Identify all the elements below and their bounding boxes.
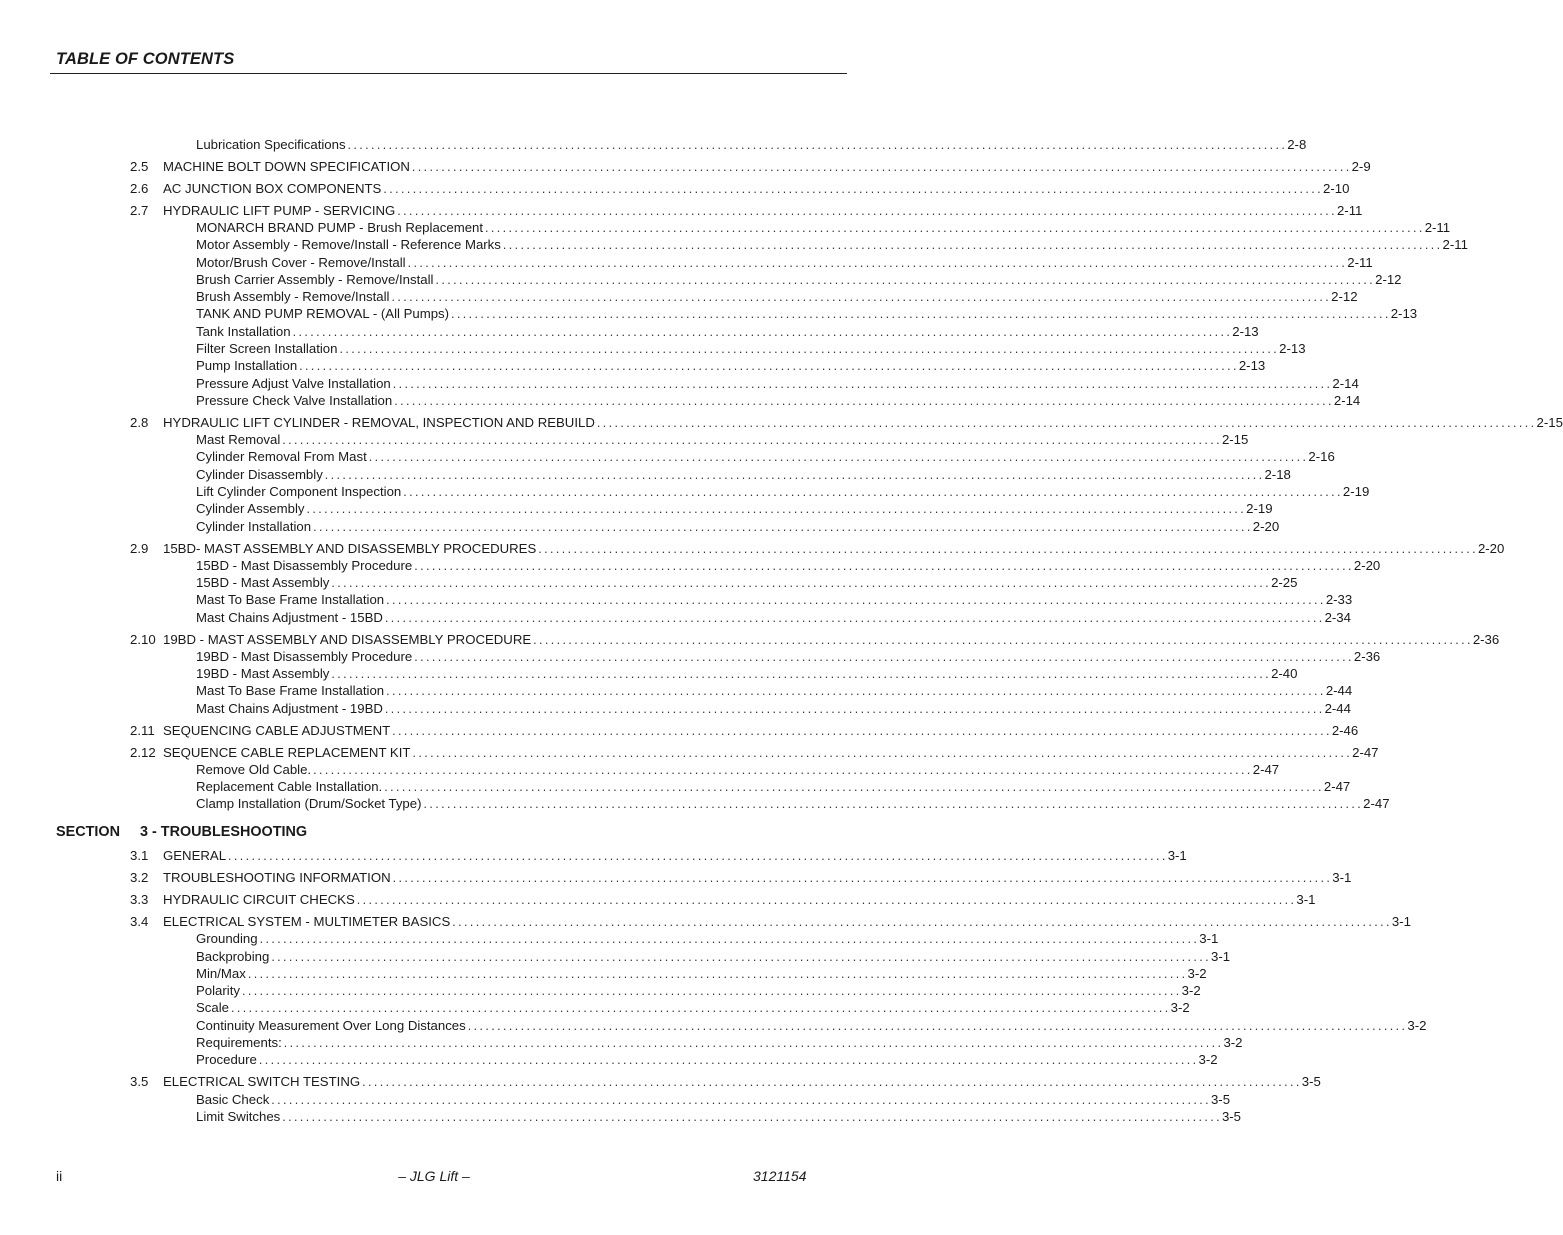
toc-entry-line <box>196 448 1335 466</box>
toc-entry-line <box>196 982 1201 1000</box>
toc-entry[interactable] <box>0 665 1298 682</box>
toc-entry[interactable] <box>0 1108 1242 1125</box>
dot-leader: ................................................................................................................................................................ <box>452 915 1392 929</box>
dot-leader: ................................................................................................................................................................ <box>407 255 1348 270</box>
toc-entry-line <box>196 682 1353 700</box>
toc-entry-label: Motor/Brush Cover - Remove/Install <box>196 254 406 270</box>
toc-entry-label: Mast Chains Adjustment - 19BD <box>196 700 383 716</box>
dot-leader: ................................................................................................................................................................ <box>282 433 1222 448</box>
dot-leader: ................................................................................................................................................................ <box>259 932 1200 947</box>
toc-entry[interactable] <box>0 847 1187 864</box>
dot-leader: ................................................................................................................................................................ <box>414 649 1354 664</box>
toc-entry-label: 19BD - Mast Disassembly Procedure <box>196 648 413 664</box>
toc-entry-page: 3-5 <box>1221 1108 1242 1124</box>
toc-entry-line <box>196 254 1373 272</box>
toc-entry[interactable] <box>0 158 1371 175</box>
toc-entry-page: 2-8 <box>1287 137 1307 152</box>
toc-entry-page: 2-34 <box>1324 609 1351 625</box>
toc-entry-line <box>163 631 1500 649</box>
toc-entry-label: Backprobing <box>196 948 270 964</box>
toc-entry-page: 2-15 <box>1536 414 1563 430</box>
dot-leader: ................................................................................................................................................................ <box>596 415 1537 430</box>
toc-entry-page: 3-2 <box>1407 1017 1427 1033</box>
toc-entry-page: 2-11 <box>1442 237 1468 253</box>
toc-entry-number: 3.4 <box>130 914 149 929</box>
toc-entry-line <box>196 665 1298 683</box>
toc-entry[interactable] <box>0 414 1563 431</box>
toc-entry[interactable] <box>0 483 1370 500</box>
dot-leader: ................................................................................................................................................................ <box>356 893 1297 908</box>
toc-entry-line <box>163 1073 1321 1091</box>
toc-entry-label: HYDRAULIC CIRCUIT CHECKS <box>163 892 355 908</box>
toc-entry[interactable] <box>0 869 1352 886</box>
toc-entry[interactable] <box>0 518 1280 535</box>
toc-entry-page: 3-5 <box>1210 1091 1231 1107</box>
toc-entry-line <box>196 466 1291 484</box>
toc-entry-line <box>196 323 1259 341</box>
toc-entry-label: Requirements: <box>196 1035 282 1051</box>
toc-entry[interactable] <box>0 1073 1321 1090</box>
toc-entry-label: ELECTRICAL SYSTEM - MULTIMETER BASICS <box>163 914 451 929</box>
toc-entry-page: 3-2 <box>1170 1000 1190 1016</box>
toc-entry[interactable] <box>0 744 1379 761</box>
dot-leader: ................................................................................................................................................................ <box>435 272 1376 287</box>
toc-entry-line <box>196 1108 1242 1126</box>
toc-entry[interactable] <box>0 340 1306 357</box>
toc-entry-line <box>163 891 1316 909</box>
toc-entry-page: 2-44 <box>1325 683 1353 699</box>
toc-entry[interactable] <box>0 913 1411 930</box>
toc-entry[interactable] <box>0 1034 1243 1051</box>
toc-entry[interactable] <box>0 448 1335 465</box>
dot-leader: ................................................................................................................................................................ <box>247 966 1188 981</box>
toc-entry-label: MONARCH BRAND PUMP - Brush Replacement <box>196 219 484 235</box>
toc-entry[interactable] <box>0 500 1273 517</box>
toc-entry-label: Clamp Installation (Drum/Socket Type) <box>196 796 422 812</box>
toc-entry[interactable] <box>0 392 1361 409</box>
toc-entry[interactable] <box>0 648 1381 665</box>
dot-leader: ................................................................................................................................................................ <box>392 376 1333 391</box>
toc-entry-label: Replacement Cable Installation. <box>196 779 383 795</box>
toc-entry-number: 3.1 <box>130 848 149 864</box>
toc-entry-line <box>163 202 1363 220</box>
toc-entry-line <box>196 948 1231 966</box>
toc-entry-line <box>196 930 1219 948</box>
section-title: 3 - TROUBLESHOOTING <box>140 823 308 840</box>
table-of-contents <box>0 136 1563 1125</box>
dot-leader: ................................................................................................................................................................ <box>362 1075 1302 1090</box>
toc-entry-label: Limit Switches <box>196 1108 281 1124</box>
toc-entry-line <box>196 288 1358 306</box>
toc-entry-label: Lift Cylinder Component Inspection <box>196 484 402 500</box>
toc-entry-label: Mast To Base Frame Installation <box>196 683 385 699</box>
toc-entry-page: 2-46 <box>1331 722 1359 738</box>
dot-leader: ................................................................................................................................................................ <box>392 723 1332 738</box>
toc-entry-page: 3-1 <box>1332 870 1352 886</box>
toc-entry[interactable] <box>0 219 1451 236</box>
toc-entry-page: 2-47 <box>1352 744 1379 760</box>
toc-entry-page: 3-2 <box>1181 983 1201 999</box>
toc-entry[interactable] <box>0 136 1307 153</box>
toc-entry-line <box>196 648 1381 666</box>
toc-entry[interactable] <box>0 761 1280 778</box>
toc-entry[interactable] <box>0 236 1468 253</box>
dot-leader: ................................................................................................................................................................ <box>271 1092 1211 1107</box>
toc-entry-number: 2.6 <box>130 180 149 196</box>
toc-entry[interactable] <box>0 540 1505 557</box>
toc-entry[interactable] <box>0 357 1266 374</box>
dot-leader: ................................................................................................................................................................ <box>306 502 1247 517</box>
toc-entry-line <box>196 305 1418 323</box>
dot-leader: ................................................................................................................................................................ <box>533 632 1473 647</box>
footer-brand: – JLG Lift – <box>398 1168 470 1184</box>
toc-entry-line <box>196 965 1207 983</box>
toc-entry-page: 2-12 <box>1331 289 1358 305</box>
toc-entry-line <box>196 483 1370 501</box>
dot-leader: ................................................................................................................................................................ <box>368 450 1309 465</box>
toc-entry-page: 2-36 <box>1472 631 1500 647</box>
footer-doc-number: 3121154 <box>753 1168 807 1184</box>
dot-leader: ................................................................................................................................................................ <box>423 797 1364 812</box>
dot-leader: ................................................................................................................................................................ <box>331 667 1272 682</box>
toc-entry-label: Pressure Adjust Valve Installation <box>196 375 391 391</box>
toc-entry-label: HYDRAULIC LIFT CYLINDER - REMOVAL, INSPECTION AND REBUILD <box>163 414 595 430</box>
toc-entry-line <box>163 414 1563 432</box>
dot-leader: ................................................................................................................................................................ <box>339 342 1280 357</box>
toc-entry-line <box>196 1091 1231 1109</box>
dot-leader: ................................................................................................................................................................ <box>394 393 1334 408</box>
toc-entry[interactable] <box>0 1051 1218 1068</box>
toc-entry-line <box>196 795 1390 813</box>
toc-entry[interactable] <box>0 254 1373 271</box>
toc-entry[interactable] <box>0 591 1353 608</box>
toc-entry-page: 2-13 <box>1390 306 1418 322</box>
toc-entry-page: 2-47 <box>1252 761 1280 777</box>
toc-entry-page: 2-47 <box>1363 796 1390 812</box>
toc-entry-page: 2-12 <box>1375 271 1402 287</box>
toc-entry-page: 2-40 <box>1271 666 1298 682</box>
toc-entry-line <box>196 1051 1218 1069</box>
toc-entry-label: Mast Chains Adjustment - 15BD <box>196 609 383 625</box>
toc-entry-number: 2.12 <box>130 744 156 760</box>
dot-leader: ................................................................................................................................................................ <box>228 849 1168 864</box>
toc-entry-number: 3.3 <box>130 892 149 908</box>
toc-entry-line <box>196 609 1351 627</box>
toc-entry-label: Pump Installation <box>196 358 298 374</box>
toc-entry-label: AC JUNCTION BOX COMPONENTS <box>163 180 382 196</box>
dot-leader: ................................................................................................................................................................ <box>403 485 1343 500</box>
toc-entry[interactable] <box>0 722 1359 739</box>
toc-entry-label: Min/Max <box>196 965 246 981</box>
toc-entry-page: 3-5 <box>1301 1074 1321 1090</box>
toc-entry-label: 19BD - Mast Assembly <box>196 666 330 682</box>
dot-leader: ................................................................................................................................................................ <box>414 558 1354 573</box>
toc-entry-line <box>163 913 1411 931</box>
toc-entry-line <box>196 219 1451 237</box>
dot-leader: ................................................................................................................................................................ <box>451 307 1391 322</box>
dot-leader: ................................................................................................................................................................ <box>347 138 1288 152</box>
toc-entry[interactable] <box>0 288 1358 305</box>
dot-leader: ................................................................................................................................................................ <box>411 159 1352 174</box>
toc-entry-label: Tank Installation <box>196 323 291 339</box>
toc-entry-label: ELECTRICAL SWITCH TESTING <box>163 1074 361 1090</box>
toc-entry[interactable] <box>0 965 1207 982</box>
toc-entry-page: 3-2 <box>1223 1035 1243 1051</box>
dot-leader: ................................................................................................................................................................ <box>485 220 1425 235</box>
toc-entry-label: Cylinder Installation <box>196 518 312 534</box>
toc-entry-line <box>163 158 1371 176</box>
toc-entry-label: 19BD - MAST ASSEMBLY AND DISASSEMBLY PROCEDURE <box>163 631 532 647</box>
toc-entry-page: 2-19 <box>1246 501 1273 517</box>
toc-entry-page: 2-19 <box>1342 484 1370 500</box>
dot-leader: ................................................................................................................................................................ <box>283 1036 1224 1051</box>
toc-entry-label: TANK AND PUMP REMOVAL - (All Pumps) <box>196 306 450 322</box>
dot-leader: ................................................................................................................................................................ <box>384 780 1324 795</box>
dot-leader: ................................................................................................................................................................ <box>313 762 1253 777</box>
toc-entry-line <box>196 999 1190 1017</box>
toc-entry-page: 3-2 <box>1198 1052 1218 1068</box>
toc-entry-page: 2-25 <box>1271 575 1298 591</box>
toc-entry-line <box>196 392 1361 410</box>
toc-entry-line <box>196 591 1353 609</box>
section-heading <box>0 821 954 843</box>
toc-entry-number: 2.11 <box>130 722 155 738</box>
toc-entry-label: 15BD - Mast Assembly <box>196 575 330 591</box>
dot-leader: ................................................................................................................................................................ <box>386 684 1326 699</box>
toc-entry[interactable] <box>0 778 1351 795</box>
toc-entry-line <box>196 700 1351 718</box>
toc-entry-page: 2-14 <box>1332 375 1359 391</box>
toc-entry-line <box>163 180 1350 198</box>
toc-entry-label: HYDRAULIC LIFT PUMP - SERVICING <box>163 202 396 218</box>
toc-entry-label: Cylinder Disassembly <box>196 466 323 482</box>
footer-page-number: ii <box>56 1168 63 1184</box>
toc-entry-page: 2-15 <box>1221 432 1249 448</box>
toc-entry-label: Pressure Check Valve Installation <box>196 392 393 408</box>
toc-entry-label: Motor Assembly - Remove/Install - Reference Marks <box>196 237 501 253</box>
toc-entry-label: Cylinder Removal From Mast <box>196 449 367 465</box>
toc-entry-number: 2.9 <box>130 540 149 556</box>
toc-entry[interactable] <box>0 999 1190 1016</box>
toc-entry-page: 2-20 <box>1353 557 1381 573</box>
toc-entry-line <box>196 778 1351 796</box>
toc-entry-page: 2-20 <box>1252 518 1280 534</box>
dot-leader: ................................................................................................................................................................ <box>299 359 1239 374</box>
dot-leader: ................................................................................................................................................................ <box>386 593 1326 608</box>
toc-entry-label: 15BD - Mast Disassembly Procedure <box>196 557 413 573</box>
header-divider <box>50 73 847 74</box>
toc-entry-page: 3-1 <box>1210 948 1231 964</box>
toc-entry-page: 2-47 <box>1323 779 1351 795</box>
toc-entry-page: 2-10 <box>1323 180 1350 196</box>
toc-entry[interactable] <box>0 631 1500 648</box>
toc-entry-label: Mast Removal <box>196 432 281 448</box>
toc-entry-number: 2.7 <box>130 202 149 218</box>
toc-entry-page: 2-18 <box>1264 466 1291 482</box>
toc-entry-page: 3-1 <box>1167 848 1187 864</box>
toc-entry-page: 2-36 <box>1353 648 1381 664</box>
dot-leader: ................................................................................................................................................................ <box>324 467 1265 482</box>
toc-entry-label: Mast To Base Frame Installation <box>196 592 385 608</box>
toc-entry-page: 2-13 <box>1232 323 1259 339</box>
toc-entry[interactable] <box>0 930 1219 947</box>
toc-entry-page: 2-13 <box>1238 358 1266 374</box>
toc-entry-page: 2-11 <box>1336 202 1363 218</box>
dot-leader: ................................................................................................................................................................ <box>384 610 1325 625</box>
toc-entry-line <box>163 722 1359 740</box>
toc-entry-line <box>196 431 1249 449</box>
dot-leader: ................................................................................................................................................................ <box>467 1018 1408 1033</box>
dot-leader: ................................................................................................................................................................ <box>313 519 1253 534</box>
toc-entry-page: 2-11 <box>1347 254 1373 270</box>
toc-entry-label: SEQUENCE CABLE REPLACEMENT KIT <box>163 744 411 760</box>
toc-entry-number: 3.2 <box>130 870 149 886</box>
toc-entry-line <box>196 518 1280 536</box>
toc-entry-label: Lubrication Specifications <box>196 137 346 152</box>
toc-entry[interactable] <box>0 1091 1231 1108</box>
dot-leader: ................................................................................................................................................................ <box>412 745 1353 760</box>
toc-entry-line <box>196 271 1402 289</box>
toc-entry-line <box>196 557 1381 575</box>
toc-entry-line <box>196 1017 1427 1035</box>
toc-entry-line <box>196 1034 1243 1052</box>
dot-leader: ................................................................................................................................................................ <box>292 324 1233 339</box>
toc-entry-line <box>196 375 1359 393</box>
dot-leader: ................................................................................................................................................................ <box>282 1109 1222 1124</box>
toc-block-section-3 <box>0 847 1427 1125</box>
toc-entry-label: GENERAL <box>163 848 227 864</box>
toc-entry[interactable] <box>0 375 1359 392</box>
toc-entry-line <box>196 574 1298 592</box>
toc-entry[interactable] <box>0 466 1291 483</box>
toc-entry-label: Cylinder Assembly <box>196 501 305 517</box>
dot-leader: ................................................................................................................................................................ <box>392 871 1333 886</box>
toc-entry-line <box>196 761 1280 779</box>
toc-entry-label: Brush Assembly - Remove/Install <box>196 289 390 305</box>
toc-entry-label: Continuity Measurement Over Long Distances <box>196 1017 466 1033</box>
toc-entry-page: 3-2 <box>1187 965 1207 981</box>
toc-entry[interactable] <box>0 557 1381 574</box>
dot-leader: ................................................................................................................................................................ <box>502 238 1443 253</box>
toc-entry[interactable] <box>0 305 1418 322</box>
toc-entry-line <box>163 540 1505 558</box>
dot-leader: ................................................................................................................................................................ <box>538 541 1478 556</box>
toc-entry-number: 3.5 <box>130 1074 149 1090</box>
toc-entry-label: 15BD- MAST ASSEMBLY AND DISASSEMBLY PROCEDURES <box>163 540 537 556</box>
dot-leader: ................................................................................................................................................................ <box>397 203 1337 218</box>
toc-entry[interactable] <box>0 1017 1427 1034</box>
toc-entry-number: 2.8 <box>130 414 149 430</box>
toc-entry-line <box>196 340 1306 358</box>
toc-entry-page: 2-20 <box>1477 540 1505 556</box>
toc-entry-line <box>163 744 1379 762</box>
toc-entry-label: Grounding <box>196 931 258 947</box>
dot-leader: ................................................................................................................................................................ <box>271 949 1211 964</box>
toc-entry[interactable] <box>0 180 1350 197</box>
toc-entry-label: Brush Carrier Assembly - Remove/Install <box>196 271 434 287</box>
toc-block-section-2 <box>0 136 1563 813</box>
dot-leader: ................................................................................................................................................................ <box>231 1001 1171 1016</box>
toc-entry[interactable] <box>0 574 1298 591</box>
toc-entry[interactable] <box>0 323 1259 340</box>
toc-entry-line <box>196 500 1273 518</box>
toc-entry[interactable] <box>0 891 1316 908</box>
toc-entry-line <box>196 136 1307 154</box>
toc-entry-page: 3-1 <box>1199 931 1219 947</box>
toc-entry-label: Polarity <box>196 983 240 999</box>
toc-entry[interactable] <box>0 202 1363 219</box>
toc-entry-line <box>163 847 1187 865</box>
toc-entry-page: 3-1 <box>1296 892 1316 908</box>
section-word: SECTION <box>56 823 120 840</box>
toc-entry-page: 2-16 <box>1308 449 1335 465</box>
toc-entry-label: Remove Old Cable. <box>196 761 312 777</box>
dot-leader: ................................................................................................................................................................ <box>384 701 1325 716</box>
toc-entry-number: 2.10 <box>130 631 156 647</box>
toc-entry-label: Scale <box>196 1000 229 1016</box>
toc-entry-label: Filter Screen Installation <box>196 341 338 357</box>
toc-entry-line <box>196 236 1468 254</box>
dot-leader: ................................................................................................................................................................ <box>331 576 1272 591</box>
toc-entry[interactable] <box>0 795 1390 812</box>
toc-entry[interactable] <box>0 609 1351 626</box>
toc-entry-label: MACHINE BOLT DOWN SPECIFICATION <box>163 158 410 174</box>
toc-entry[interactable] <box>0 431 1249 448</box>
dot-leader: ................................................................................................................................................................ <box>383 181 1324 196</box>
toc-entry-label: Procedure <box>196 1052 257 1068</box>
page-title: TABLE OF CONTENTS <box>56 50 235 68</box>
toc-entry-label: Basic Check <box>196 1091 270 1107</box>
toc-entry-label: SEQUENCING CABLE ADJUSTMENT <box>163 722 391 738</box>
dot-leader: ................................................................................................................................................................ <box>258 1053 1199 1068</box>
toc-entry-page: 3-1 <box>1391 914 1411 929</box>
toc-entry[interactable] <box>0 700 1351 717</box>
toc-entry[interactable] <box>0 948 1231 965</box>
toc-entry[interactable] <box>0 982 1201 999</box>
toc-entry-number: 2.5 <box>130 158 149 174</box>
toc-entry-page: 2-9 <box>1351 158 1371 174</box>
toc-entry-page: 2-13 <box>1279 341 1306 357</box>
toc-entry[interactable] <box>0 271 1402 288</box>
toc-entry-page: 2-14 <box>1333 392 1361 408</box>
toc-entry-line <box>163 869 1352 887</box>
toc-entry-page: 2-11 <box>1424 219 1451 235</box>
dot-leader: ................................................................................................................................................................ <box>391 290 1332 305</box>
toc-entry-page: 2-33 <box>1325 592 1353 608</box>
toc-entry-line <box>196 357 1266 375</box>
toc-entry-page: 2-44 <box>1324 700 1351 716</box>
toc-entry-label: TROUBLESHOOTING INFORMATION <box>163 870 391 886</box>
dot-leader: ................................................................................................................................................................ <box>241 984 1182 999</box>
toc-entry[interactable] <box>0 682 1353 699</box>
